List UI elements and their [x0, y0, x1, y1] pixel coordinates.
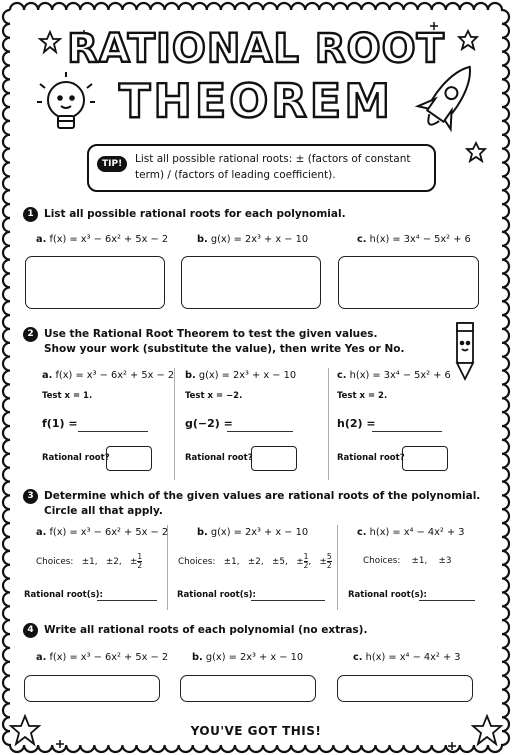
page-title-line2: THEOREM [118, 74, 394, 128]
page-title-line1: RATIONAL ROOT [67, 26, 445, 72]
answer-box[interactable] [24, 675, 160, 702]
answer-line[interactable] [227, 431, 293, 432]
answer-box[interactable] [180, 675, 316, 702]
choice-option[interactable]: ±2, [105, 557, 122, 567]
section-heading: Use the Rational Root Theorem to test the given values. [44, 328, 378, 340]
section-heading: Circle all that apply. [44, 505, 163, 517]
choice-option[interactable]: ±2, [247, 557, 264, 567]
polynomial-label: a. f(x) = x³ − 6x² + 5x − 2 [36, 652, 169, 663]
choice-option[interactable]: ±5, [272, 557, 288, 567]
answer-line[interactable] [97, 600, 157, 601]
choice-option[interactable]: ± $\frac{5}{2}$ [319, 552, 332, 570]
polynomial-label: b. g(x) = 2x³ + x − 10 [197, 527, 309, 538]
section-number: 2 [23, 327, 38, 342]
answer-box[interactable] [25, 256, 165, 309]
answer-line[interactable] [251, 600, 325, 601]
tip-box [87, 144, 436, 192]
rational-root-label: Rational root? [185, 453, 253, 463]
section-number: 4 [23, 623, 38, 638]
choice-option[interactable]: ±1, [81, 557, 98, 567]
choice-option[interactable]: ±1, [411, 556, 428, 566]
rational-root-label: Rational root? [42, 453, 110, 463]
polynomial-label: a. f(x) = x³ − 6x² + 5x − 2 [36, 527, 169, 538]
polynomial-label: c. h(x) = x⁴ − 4x² + 3 [357, 527, 465, 538]
rational-roots-label: Rational root(s): [348, 590, 427, 600]
rational-root-label: Rational root? [337, 453, 405, 463]
polynomial-label: a. f(x) = x³ − 6x² + 5x − 2 [42, 370, 175, 381]
star-icon [467, 143, 485, 161]
answer-line[interactable] [78, 431, 148, 432]
choice-option[interactable]: ± $\frac{1}{2}$ , [296, 552, 312, 570]
tip-badge: TIP! [97, 156, 127, 172]
choices-list: Choices: ±1, ±2, ± $\frac{1}{2}$ [36, 552, 143, 570]
sparkle-icon [56, 22, 456, 750]
answer-line[interactable] [419, 600, 475, 601]
choices-list: Choices: ±1, ±3 [363, 556, 452, 566]
section-heading: Determine which of the given values are rational roots of the polynomial. [44, 490, 481, 502]
answer-line[interactable] [372, 431, 442, 432]
evaluation-label: h(2) = [337, 417, 376, 430]
footer-message: YOU'VE GOT THIS! [190, 724, 322, 738]
column-divider [328, 368, 329, 480]
choice-option[interactable]: ±3 [438, 556, 452, 566]
answer-box[interactable] [337, 675, 473, 702]
yes-no-box[interactable] [106, 446, 152, 471]
polynomial-label: c. h(x) = x⁴ − 4x² + 3 [353, 652, 461, 663]
polynomial-label: c. h(x) = 3x⁴ − 5x² + 6 [337, 370, 451, 381]
polynomial-label: c. h(x) = 3x⁴ − 5x² + 6 [357, 234, 471, 245]
section-number: 3 [23, 489, 38, 504]
section-number: 1 [23, 207, 38, 222]
polynomial-label: b. g(x) = 2x³ + x − 10 [192, 652, 304, 663]
polynomial-label: a. f(x) = x³ − 6x² + 5x − 2 [36, 234, 169, 245]
yes-no-box[interactable] [402, 446, 448, 471]
rational-roots-label: Rational root(s): [24, 590, 103, 600]
evaluation-label: f(1) = [42, 417, 78, 430]
answer-box[interactable] [338, 256, 479, 309]
tip-text: List all possible rational roots: ± (factors of constant term) / (factors of leading coefficient). [135, 153, 411, 181]
yes-no-box[interactable] [251, 446, 297, 471]
column-divider [174, 368, 175, 480]
test-value: Test x = 1. [42, 391, 93, 401]
choice-option[interactable]: ±1, [223, 557, 240, 567]
section-heading: List all possible rational roots for each polynomial. [44, 208, 346, 220]
rational-roots-label: Rational root(s): [177, 590, 256, 600]
evaluation-label: g(−2) = [185, 417, 233, 430]
polynomial-label: b. g(x) = 2x³ + x − 10 [197, 234, 309, 245]
section-heading: Write all rational roots of each polynomial (no extras). [44, 624, 368, 636]
polynomial-label: b. g(x) = 2x³ + x − 10 [185, 370, 297, 381]
choice-option[interactable]: ± $\frac{1}{2}$ [130, 552, 143, 570]
answer-box[interactable] [181, 256, 321, 309]
test-value: Test x = 2. [337, 391, 388, 401]
choices-list: Choices: ±1, ±2, ±5, ± $\frac{1}{2}$ , ± $\frac{5}{2}$ [178, 552, 332, 570]
pencil-icon [457, 323, 473, 379]
section-heading: Show your work (substitute the value), then write Yes or No. [44, 343, 405, 355]
test-value: Test x = −2. [185, 391, 243, 401]
column-divider [337, 525, 338, 610]
